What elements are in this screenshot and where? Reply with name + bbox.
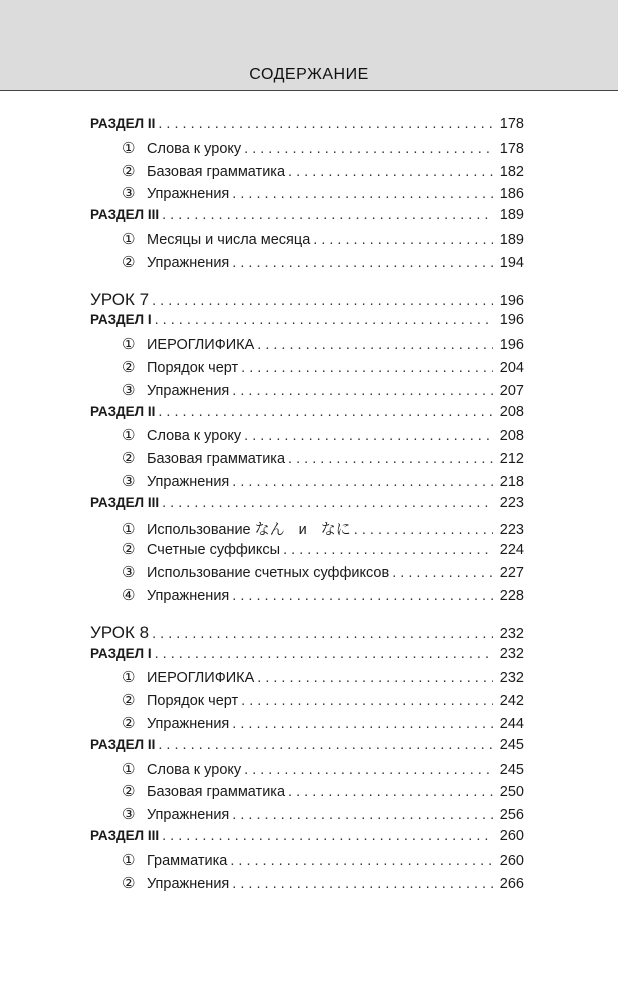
toc-page-number: 260	[499, 827, 524, 844]
toc-page-number: 208	[499, 403, 524, 420]
toc-page-number: 189	[499, 231, 524, 248]
toc-sub-row[interactable]	[90, 472, 524, 495]
toc-page-number: 260	[499, 852, 524, 869]
toc-entry-label: РАЗДЕЛ III	[90, 827, 160, 843]
dot-leader	[313, 232, 493, 248]
header-divider	[0, 90, 618, 91]
toc-item-number: ①	[122, 139, 136, 157]
toc-sub-row[interactable]	[90, 162, 524, 185]
toc-sub-row[interactable]	[90, 586, 524, 609]
dot-leader	[232, 807, 493, 823]
toc-entry-label: РАЗДЕЛ II	[90, 403, 156, 419]
toc-sub-row[interactable]	[90, 760, 524, 783]
toc-sub-row[interactable]	[90, 805, 524, 828]
dot-leader	[288, 451, 493, 467]
dot-leader	[288, 164, 493, 180]
dot-leader	[244, 428, 493, 444]
toc-item-number: ①	[122, 669, 136, 687]
dot-leader	[158, 404, 493, 420]
toc-item-number: ③	[122, 185, 136, 203]
dot-leader	[155, 312, 493, 328]
dot-leader	[244, 141, 493, 157]
toc-entry-label-text: Использование	[147, 521, 251, 538]
toc-item-number: ①	[122, 427, 136, 445]
toc-entry-label: Порядок черт	[147, 359, 239, 376]
toc-item-number: ②	[122, 874, 136, 892]
toc-entry-label	[147, 518, 351, 539]
toc-item-number: ③	[122, 806, 136, 824]
toc-page-number: 194	[499, 254, 524, 271]
toc-sub-row[interactable]	[90, 426, 524, 449]
toc-section-row[interactable]	[90, 828, 524, 851]
toc-entry-label: Слова к уроку	[147, 428, 242, 445]
toc-item-number: ①	[122, 760, 136, 778]
toc-sub-row[interactable]	[90, 874, 524, 897]
toc-entry-label: Счетные суффиксы	[147, 542, 281, 559]
toc-page-number: 245	[499, 736, 524, 753]
toc-entry-label: РАЗДЕЛ II	[90, 116, 156, 131]
toc-section-row[interactable]	[90, 312, 524, 335]
dot-leader	[232, 186, 493, 202]
toc-item-number: ②	[122, 253, 136, 271]
toc-item-number: ①	[122, 851, 136, 869]
toc-entry-label: УРОК 8	[90, 622, 150, 642]
dot-leader	[232, 255, 493, 271]
toc-section-row[interactable]	[90, 737, 524, 760]
toc-entry-label: Порядок черт	[147, 693, 239, 710]
toc-item-number: ③	[122, 381, 136, 399]
toc-entry-label: Базовая грамматика	[147, 784, 286, 801]
toc-page-number: 223	[499, 494, 524, 511]
toc-item-number: ②	[122, 783, 136, 801]
toc-item-number: ③	[122, 472, 136, 490]
toc-sub-row[interactable]	[90, 449, 524, 472]
toc-sub-row[interactable]	[90, 358, 524, 381]
toc-lesson-row[interactable]	[90, 623, 524, 646]
dot-leader	[155, 646, 493, 662]
dot-leader	[230, 853, 493, 869]
toc-entry-label: Слова к уроку	[147, 761, 242, 778]
toc-page-number: 196	[499, 292, 524, 309]
dot-leader	[392, 565, 493, 581]
toc-page-number: 178	[499, 140, 524, 157]
toc-page-number: 232	[499, 625, 524, 642]
dot-leader	[232, 474, 493, 490]
toc-item-number: ②	[122, 714, 136, 732]
toc-entry-label: Грамматика	[147, 852, 228, 869]
toc-page-number: 186	[499, 186, 524, 203]
toc-item-number: ③	[122, 564, 136, 582]
toc-entry-label: РАЗДЕЛ I	[90, 645, 152, 661]
toc-page-number: 228	[499, 587, 524, 604]
toc-page-number: 227	[499, 565, 524, 582]
toc-item-number: ②	[122, 450, 136, 468]
toc-entry-label: Упражнения	[147, 473, 230, 490]
dot-leader	[158, 737, 493, 753]
toc-entry-label: РАЗДЕЛ I	[90, 312, 152, 328]
toc-entry-label: Базовая грамматика	[147, 451, 286, 468]
toc-page-number: 196	[499, 337, 524, 354]
toc-page-number: 242	[499, 693, 524, 710]
toc-section-row[interactable]	[90, 404, 524, 427]
toc-page-number: 244	[499, 715, 524, 732]
dot-leader	[152, 626, 493, 642]
dot-leader	[354, 522, 493, 538]
dot-leader	[257, 337, 493, 353]
toc-sub-row[interactable]	[90, 540, 524, 563]
toc-entry-label: Упражнения	[147, 587, 230, 604]
toc-entry-label: Упражнения	[147, 715, 230, 732]
toc-page-number: 208	[499, 428, 524, 445]
toc-entry-label: Упражнения	[147, 382, 230, 399]
toc-page-number: 232	[499, 645, 524, 662]
dot-leader	[283, 542, 493, 558]
dot-leader	[232, 383, 493, 399]
toc-entry-label: РАЗДЕЛ II	[90, 736, 156, 752]
conjunction: и	[298, 521, 307, 538]
toc-item-number: ①	[122, 230, 136, 248]
toc-sub-row[interactable]	[90, 563, 524, 586]
toc-page-number: 266	[499, 875, 524, 892]
toc-entry-label: Упражнения	[147, 807, 230, 824]
dot-leader	[241, 693, 493, 709]
toc-page-number: 224	[499, 542, 524, 559]
toc-sub-row[interactable]	[90, 184, 524, 207]
dot-leader	[244, 762, 493, 778]
japanese-word: なん	[254, 519, 285, 538]
toc-entry-label: Упражнения	[147, 186, 230, 203]
toc-section-row[interactable]	[90, 495, 524, 518]
toc-page-number: 245	[499, 761, 524, 778]
page-title: СОДЕРЖАНИЕ	[249, 66, 369, 83]
toc-entry-label: РАЗДЕЛ III	[90, 494, 160, 510]
toc-entry-label: ИЕРОГЛИФИКА	[147, 670, 255, 687]
toc-sub-row[interactable]	[90, 782, 524, 805]
toc-sub-row[interactable]	[90, 714, 524, 737]
dot-leader	[232, 716, 493, 732]
toc-section-row[interactable]	[90, 116, 524, 139]
dot-leader	[158, 116, 493, 132]
toc-entry-label: Базовая грамматика	[147, 163, 286, 180]
toc-sub-row[interactable]	[90, 139, 524, 162]
toc-page-number: 182	[499, 163, 524, 180]
toc-entry-label: Использование счетных суффиксов	[147, 565, 390, 582]
toc-page-number: 207	[499, 382, 524, 399]
toc-item-number: ②	[122, 162, 136, 180]
toc-item-number: ①	[122, 520, 136, 538]
toc-page-number: 196	[499, 312, 524, 329]
toc-sub-row[interactable]	[90, 851, 524, 874]
toc-page-number: 256	[499, 807, 524, 824]
toc-sub-row[interactable]	[90, 381, 524, 404]
toc-entry-label: Упражнения	[147, 254, 230, 271]
toc-item-number: ④	[122, 586, 136, 604]
toc-page-number: 178	[499, 116, 524, 132]
dot-leader	[152, 293, 493, 309]
toc-sub-row[interactable]	[90, 253, 524, 276]
toc-page-number: 232	[499, 670, 524, 687]
toc-page-number: 204	[499, 359, 524, 376]
toc-page-number: 223	[499, 521, 524, 538]
toc-sub-row[interactable]	[90, 230, 524, 253]
toc-sub-row[interactable]	[90, 691, 524, 714]
toc-entry-label: Месяцы и числа месяца	[147, 231, 311, 248]
toc-sub-row[interactable]	[90, 668, 524, 691]
toc-entry-label: Слова к уроку	[147, 140, 242, 157]
dot-leader	[257, 670, 493, 686]
toc-sub-row[interactable]	[90, 335, 524, 358]
toc-item-number: ②	[122, 541, 136, 559]
toc-item-number: ②	[122, 358, 136, 376]
toc-page-number: 218	[499, 473, 524, 490]
dot-leader	[162, 495, 493, 511]
japanese-word: なに	[320, 519, 351, 538]
toc-lesson-row[interactable]	[90, 290, 524, 313]
toc-entry-label: УРОК 7	[90, 289, 150, 309]
toc-entry-label: Упражнения	[147, 875, 230, 892]
toc-item-number: ①	[122, 336, 136, 354]
toc-section-row[interactable]	[90, 646, 524, 669]
toc-sub-row[interactable]	[90, 518, 524, 541]
dot-leader	[232, 588, 493, 604]
toc-section-row[interactable]	[90, 207, 524, 230]
dot-leader	[232, 876, 493, 892]
toc-page-number: 250	[499, 784, 524, 801]
toc-item-number: ②	[122, 692, 136, 710]
toc-entry-label: РАЗДЕЛ III	[90, 207, 160, 223]
toc-entry-label: ИЕРОГЛИФИКА	[147, 337, 255, 354]
toc-page-number: 189	[499, 207, 524, 224]
table-of-contents	[90, 116, 524, 896]
dot-leader	[162, 207, 493, 223]
dot-leader	[288, 784, 493, 800]
dot-leader	[241, 360, 493, 376]
dot-leader	[162, 828, 493, 844]
toc-page-number: 212	[499, 451, 524, 468]
